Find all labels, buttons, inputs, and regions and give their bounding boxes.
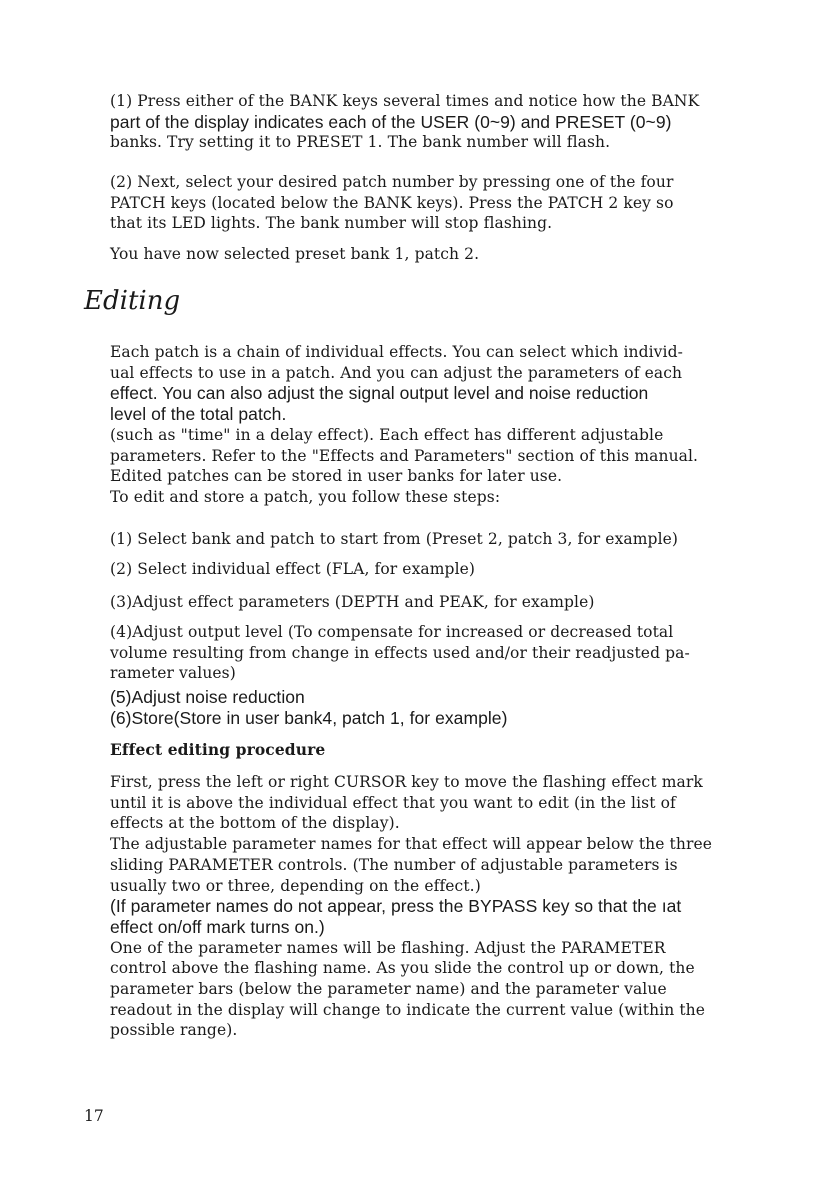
intro-step-1 — [110, 91, 758, 153]
editing-para-line-7: Edited patches can be stored in user banks for later use. — [110, 467, 563, 486]
step-line: (5)Adjust noise reduction — [110, 687, 305, 707]
intro-summary — [110, 244, 758, 265]
editing-para-line-1: Each patch is a chain of individual effects. You can select which individ- — [110, 343, 683, 361]
step-line: (3)Adjust effect parameters (DEPTH and PEAK, for example) — [110, 593, 595, 611]
editing-para-line-6: parameters. Refer to the "Effects and Parameters" section of this manual. — [110, 446, 699, 465]
procedure-line: parameter bars (below the parameter name) and the parameter value — [110, 980, 667, 999]
procedure-line: effects at the bottom of the display). — [110, 814, 400, 833]
step-line: (2) Select individual effect (FLA, for example) — [110, 560, 476, 578]
step1-line-2: part of the display indicates each of the USER (0~9) and PRESET (0~9) — [110, 111, 672, 132]
step1-line-1: (1) Press either of the BANK keys several times and notice how the BANK — [110, 92, 700, 110]
procedure-line: control above the flashing name. As you slide the control up or down, the — [110, 959, 695, 978]
step-line: (1) Select bank and patch to start from (Preset 2, patch 3, for example) — [110, 530, 679, 548]
summary-line: You have now selected preset bank 1, patch 2. — [110, 245, 480, 263]
step2-line-1: (2) Next, select your desired patch number by pressing one of the four — [110, 173, 674, 191]
section-heading-editing: Editing — [84, 286, 181, 316]
procedure-line: usually two or three, depending on the effect.) — [110, 876, 481, 895]
procedure-body — [110, 772, 758, 1041]
subheading-text: Effect editing procedure — [110, 740, 326, 759]
editing-step-1 — [110, 529, 758, 550]
procedure-line: (If parameter names do not appear, press the BYPASS key so that the ıat — [110, 896, 682, 917]
editing-step-3 — [110, 592, 758, 613]
page-number: 17 — [84, 1107, 104, 1125]
step2-line-3: that its LED lights. The bank number will stop flashing. — [110, 214, 553, 233]
editing-para-line-5: (such as "time" in a delay effect). Each effect has different adjustable — [110, 425, 664, 444]
step-line: rameter values) — [110, 664, 236, 683]
step-line: (4)Adjust output level (To compensate for increased or decreased total — [110, 623, 674, 641]
procedure-line: effect on/off mark turns on.) — [110, 916, 325, 937]
editing-para-line-3: effect. You can also adjust the signal output level and noise reduction — [110, 383, 649, 404]
subheading-effect-editing-procedure — [110, 740, 758, 761]
procedure-line: First, press the left or right CURSOR key to move the flashing effect mark — [110, 773, 703, 791]
editing-para-line-2: ual effects to use in a patch. And you can adjust the parameters of each — [110, 363, 683, 382]
step-line: volume resulting from change in effects used and/or their readjusted pa- — [110, 643, 690, 662]
procedure-line: until it is above the individual effect that you want to edit (in the list of — [110, 793, 676, 812]
procedure-line: One of the parameter names will be flashing. Adjust the PARAMETER — [110, 938, 666, 957]
editing-para-line-8: To edit and store a patch, you follow these steps: — [110, 487, 501, 506]
procedure-line: sliding PARAMETER controls. (The number of adjustable parameters is — [110, 855, 678, 874]
editing-step-2 — [110, 559, 758, 580]
step-line: (6)Store(Store in user bank4, patch 1, for example) — [110, 707, 508, 728]
editing-step-5-6 — [110, 687, 758, 728]
step2-line-2: PATCH keys (located below the BANK keys). Press the PATCH 2 key so — [110, 193, 674, 212]
procedure-line: possible range). — [110, 1021, 238, 1040]
procedure-line: readout in the display will change to indicate the current value (within the — [110, 1000, 706, 1019]
procedure-line: The adjustable parameter names for that effect will appear below the three — [110, 835, 712, 854]
editing-intro-paragraph — [110, 342, 758, 508]
editing-step-4 — [110, 622, 758, 684]
editing-para-line-4: level of the total patch. — [110, 404, 287, 425]
intro-step-2 — [110, 172, 758, 234]
step1-line-3: banks. Try setting it to PRESET 1. The bank number will flash. — [110, 133, 611, 152]
